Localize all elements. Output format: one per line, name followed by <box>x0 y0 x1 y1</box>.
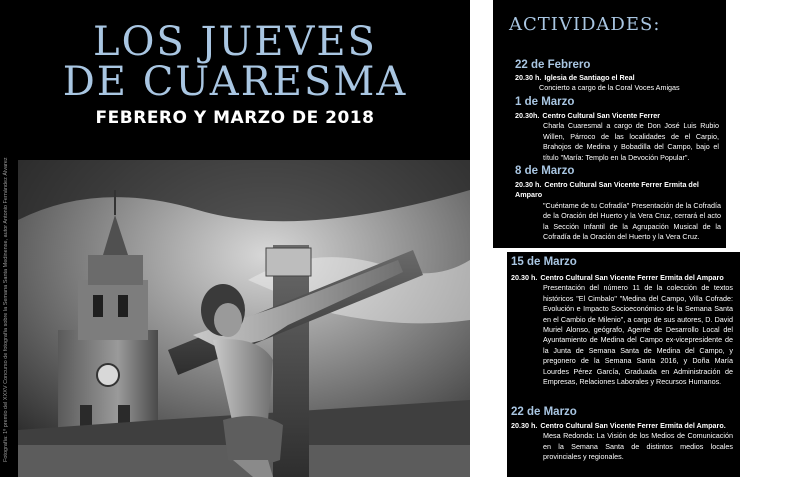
event-date: 8 de Marzo <box>515 165 575 177</box>
event-heading <box>511 421 726 430</box>
poster-title-line2: DE CUARESMA <box>62 59 408 105</box>
agenda-title: ACTIVIDADES: <box>509 14 661 35</box>
event-description: Mesa Redonda: La Visión de los Medios de Comunicación en la Semana Santa de distintos medios locales provinciales y regionales. <box>543 431 733 462</box>
crucifix-photo <box>18 160 470 477</box>
event-entry <box>511 421 733 463</box>
event-time: 20.30 h. <box>515 180 542 189</box>
event-time: 20.30h. <box>515 111 540 120</box>
event-heading <box>515 111 660 120</box>
poster-subtitle: FEBRERO Y MARZO DE 2018 <box>95 108 375 128</box>
event-entry <box>511 273 733 387</box>
event-time: 20.30 h. <box>511 421 538 430</box>
event-date: 15 de Marzo <box>511 256 577 268</box>
event-description: Concierto a cargo de la Coral Voces Amigas <box>539 83 680 93</box>
photo-credit: Fotografía: 1º premio del XXXV Concurso de fotografía sobre la Semana Santa Medinense, autor Antonio Fernández Álvarez <box>3 157 9 462</box>
event-description: Charla Cuaresmal a cargo de Don José Luis Rubio Willen, Párroco de las localidades de el Carpio, Brahojos de Medina y Bobadilla del Campo, bajo el título "María: Templo en la Devoción Popular". <box>543 121 719 162</box>
event-heading <box>511 273 724 282</box>
crucifix-photo-illustration <box>18 160 470 477</box>
event-place: Iglesia de Santiago el Real <box>544 73 635 82</box>
event-description: "Cuéntame de tu Cofradía" Presentación de la Cofradía de la Oración del Huerto y la Vera Cruz, cerrará el acto la Sección Infantil de la Agrupación Musical de la Cofradía de la Oración del Huerto y la Vera Cruz. <box>543 200 721 242</box>
event-place: Centro Cultural San Vicente Ferrer <box>542 111 661 120</box>
event-place: Centro Cultural San Vicente Ferrer Ermita del Amparo <box>540 273 724 282</box>
photo-credit-wrapper <box>3 157 13 468</box>
event-entry <box>515 111 719 163</box>
agenda-panel-bottom <box>507 252 740 477</box>
event-entry <box>515 73 715 94</box>
event-date: 22 de Marzo <box>511 406 577 418</box>
event-description: Presentación del número 11 de la colección de textos históricos "El Cimbalo" "Medina del Campo, Villa Cofrade: Evolución e Impacto Socioeconómico de la Semana Santa en el Cambio de Milenio", a cargo de sus autores, D. David Muriel Alonso, geógrafo, Agente de Desarrollo Local del Ayuntamiento de Medina del Campo ex-vicepresidente de la Junta de Semana Santa de Medina del Campo, y pregonero de la Semana Santa 2016, y Doña María Lourdes Pérez García, Graduada en Administración de Empresas, Relaciones Laborales y Recursos Humanos. <box>543 283 733 387</box>
event-heading <box>515 180 699 199</box>
poster-title-line1: LOS JUEVES <box>93 19 377 65</box>
event-heading <box>515 73 635 82</box>
event-place: Centro Cultural San Vicente Ferrer Ermita del Amparo <box>515 180 699 200</box>
event-entry <box>515 180 721 242</box>
event-time: 20.30 h. <box>511 273 538 282</box>
event-place: Centro Cultural San Vicente Ferrer Ermita del Amparo. <box>540 421 726 430</box>
event-date: 22 de Febrero <box>515 59 591 71</box>
event-date: 1 de Marzo <box>515 96 575 108</box>
agenda-panel-top <box>493 0 726 248</box>
poster-title <box>0 19 470 105</box>
event-time: 20.30 h. <box>515 73 542 82</box>
